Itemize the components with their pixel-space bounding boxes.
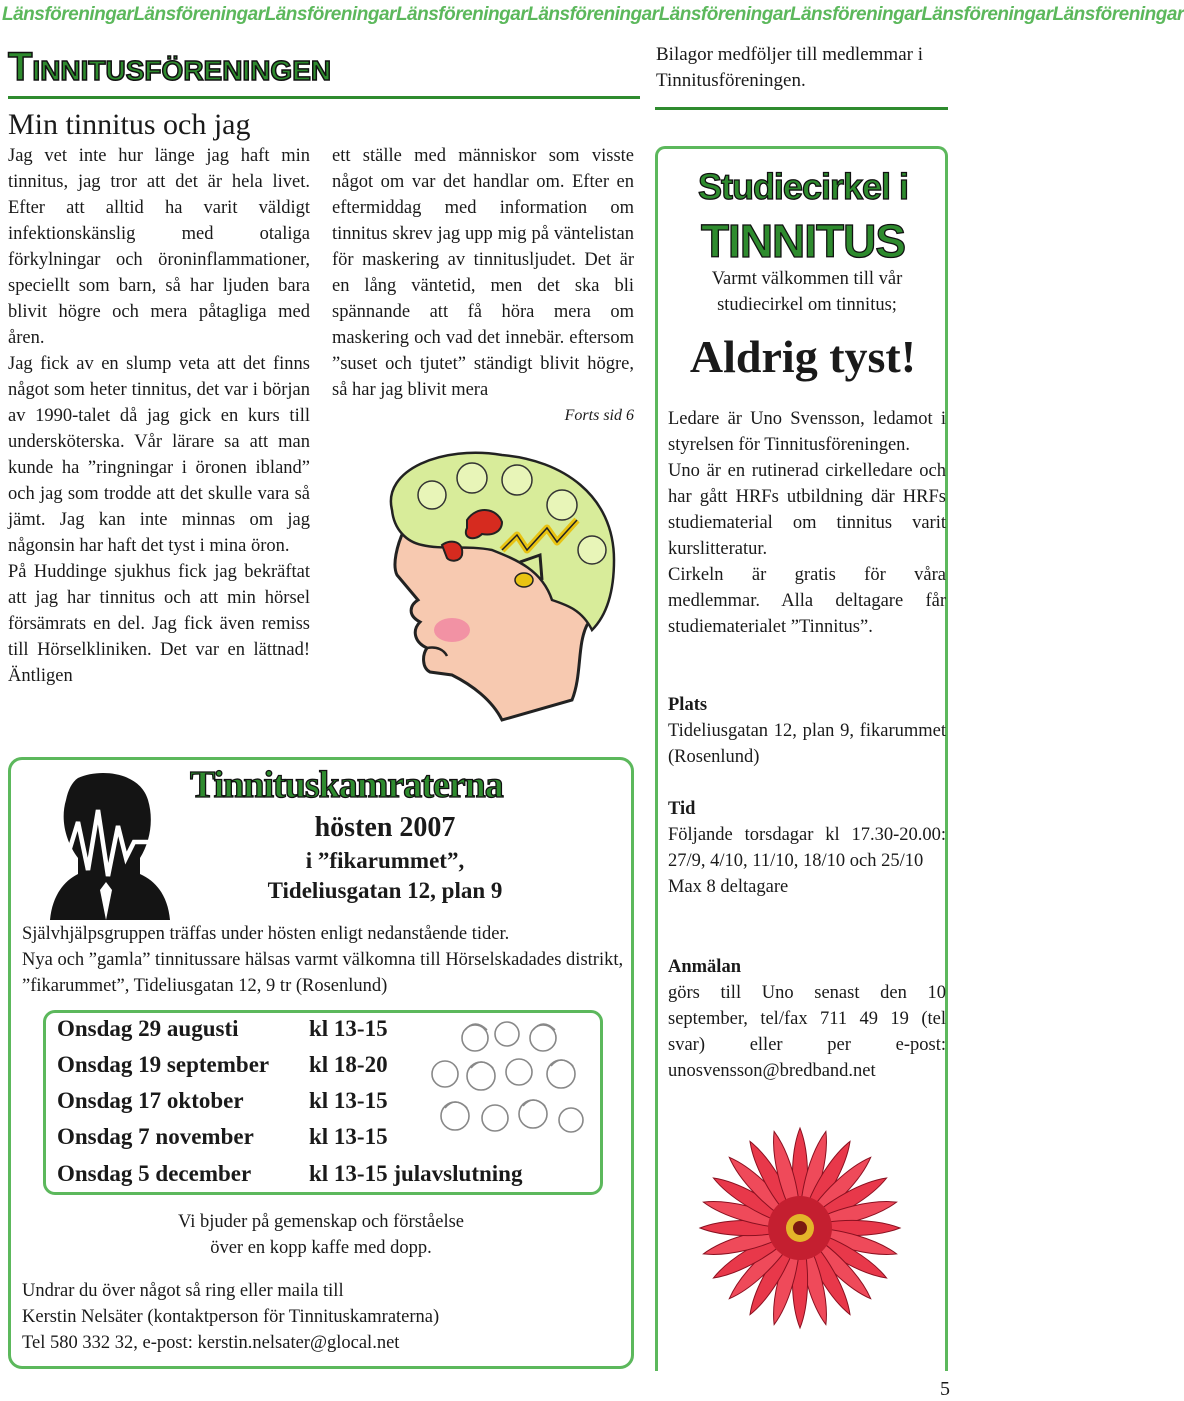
offer-text: Vi bjuder på gemenskap och förståelse xyxy=(177,1212,465,1232)
schedule-row xyxy=(57,1086,388,1116)
study-description xyxy=(668,406,946,640)
study-circle-title-topic: TINNITUS xyxy=(700,215,906,267)
contact-text: Undrar du över något så ring eller maila till xyxy=(22,1281,344,1301)
schedule-date: Onsdag 17 oktober xyxy=(57,1088,244,1113)
contact-text: Kerstin Nelsäter (kontaktperson för Tinnituskamraterna) xyxy=(22,1307,440,1327)
article-paragraph: ett ställe med människor som visste något om var det handlar om. Efter en eftermiddag med information om tinnitus skrev jag upp mig på väntelistan för maskering av tinnitusljudet. Det är en lång väntetid, men det ska bli spännande att få höra mera om maskering och vad det innebär. eftersom ”suset och tjutet” ständigt blivit högre, så har jag blivit mera xyxy=(332,146,634,400)
masthead: Tinnitusföreningen xyxy=(8,45,332,89)
faces-illustration xyxy=(425,1016,590,1146)
banner-item: Länsföreningar xyxy=(133,4,265,25)
leader-text: Cirkeln är gratis för våra medlemmar. Alla deltagare får studiematerialet ”Tinnitus”. xyxy=(668,565,946,637)
flower-illustration xyxy=(690,1118,910,1368)
tinnitus-head-illustration xyxy=(352,450,622,730)
schedule-row xyxy=(57,1122,388,1152)
banner-item: Länsföreningar xyxy=(658,4,790,25)
schedule-date: Onsdag 5 december xyxy=(57,1161,252,1186)
banner-item: Länsföreningar xyxy=(395,4,528,25)
schedule-time: kl 13-15 xyxy=(309,1088,388,1113)
kamraterna-title: Tinnituskamraterna xyxy=(190,764,503,806)
plats-text: Tideliusgatan 12, plan 9, fikarummet (Rosenlund) xyxy=(668,721,946,767)
tid-label: Tid xyxy=(668,799,696,819)
kamraterna-intro xyxy=(22,921,626,999)
study-welcome: Varmt välkommen till vår studiecirkel om tinnitus; xyxy=(711,269,903,315)
anmalan-text: görs till Uno senast den 10 september, tel/fax 711 49 19 (tel svar) eller per e-post: unosvensson@bredband.net xyxy=(668,983,946,1081)
article-column-2 xyxy=(332,143,634,429)
banner-item: Länsföreningar xyxy=(264,4,396,25)
article-title: Min tinnitus och jag xyxy=(8,108,251,141)
banner-item: Länsföreningar xyxy=(2,4,134,25)
banner-item: Länsföreningar xyxy=(527,4,659,25)
anmalan-section xyxy=(668,954,946,1084)
article-column-1 xyxy=(8,143,310,689)
head-silhouette-icon xyxy=(40,770,172,920)
banner xyxy=(0,0,1184,30)
schedule-date: Onsdag 29 augusti xyxy=(57,1016,239,1041)
plats-section xyxy=(668,692,946,770)
plats-label: Plats xyxy=(668,695,708,715)
schedule-time: kl 18-20 xyxy=(309,1052,388,1077)
banner-item: Länsföreningar xyxy=(921,4,1053,25)
leader-text: Ledare är Uno Svensson, ledamot i styrelsen för Tinnitusföreningen. xyxy=(668,409,946,455)
kamraterna-location-room: i ”fikarummet”, xyxy=(305,848,465,873)
schedule-row xyxy=(57,1159,522,1189)
divider xyxy=(8,96,640,99)
contact-text: Tel 580 332 32, e-post: kerstin.nelsater@glocal.net xyxy=(22,1333,400,1353)
kamraterna-offer xyxy=(8,1209,634,1261)
banner-item: Länsföreningar xyxy=(1052,4,1184,25)
continued-note: Forts sid 6 xyxy=(564,407,634,424)
schedule-date: Onsdag 19 september xyxy=(57,1052,270,1077)
schedule-row xyxy=(57,1050,388,1080)
kamraterna-intro-text: Självhjälpsgruppen träffas under hösten enligt nedanstående tider. xyxy=(22,924,510,944)
anmalan-label: Anmälan xyxy=(668,957,741,977)
study-circle-title: Studiecirkel i xyxy=(697,166,909,207)
offer-text: över en kopp kaffe med dopp. xyxy=(210,1238,432,1258)
kamraterna-address: Tideliusgatan 12, plan 9 xyxy=(267,878,503,903)
kamraterna-contact xyxy=(22,1278,626,1356)
kamraterna-season: hösten 2007 xyxy=(314,812,456,843)
supplement-note: Bilagor medföljer till medlemmar i Tinnitusföreningen. xyxy=(656,44,923,91)
schedule-time: kl 13-15 xyxy=(309,1124,388,1149)
tid-text: Följande torsdagar kl 17.30-20.00: 27/9, 4/10, 11/10, 18/10 och 25/10 xyxy=(668,825,946,871)
article-paragraph: Jag fick av en slump veta att det finns något som heter tinnitus, det var i början av 1990-talet då jag gick en kurs till undersköterska. Vår lärare sa att man kunde ha ”ringningar i öronen ibland” och jag som trodde att det skulle vara så jämt. Jag kan inte minnas om jag någonsin har haft det tyst i mina öron. xyxy=(8,354,310,556)
article-paragraph: På Huddinge sjukhus fick jag bekräftat att jag har tinnitus och att min hörsel försämrats en del. Jag fick även remiss till Hörselkliniken. Det var en lättnad! Äntligen xyxy=(8,562,310,686)
schedule-row xyxy=(57,1014,388,1044)
leader-text: Uno är en rutinerad cirkelledare och har gått HRFs utbildning där HRFs studiematerial om tinnitus varit kurslitteratur. xyxy=(668,461,946,559)
page-number: 5 xyxy=(940,1378,950,1400)
article-paragraph: Jag vet inte hur länge jag haft min tinnitus, jag tror att det är hela livet. Efter att alltid ha varit väldigt infektionskänslig med otaliga förkylningar och öroninflammationer, speciellt som barn, så har ljuden bara blivit högre och mera påtagliga med åren. xyxy=(8,146,310,348)
divider xyxy=(655,107,948,110)
tid-section xyxy=(668,796,946,900)
schedule-date: Onsdag 7 november xyxy=(57,1124,254,1149)
banner-item: Länsföreningar xyxy=(789,4,922,25)
kamraterna-intro-text: Nya och ”gamla” tinnitussare hälsas varmt välkomna till Hörselskadades distrikt, ”fikarummet”, Tideliusgatan 12, 9 tr (Rosenlund) xyxy=(22,950,624,996)
max-participants: Max 8 deltagare xyxy=(668,877,789,897)
schedule-time: kl 13-15 xyxy=(309,1016,388,1041)
aldrig-tyst-headline: Aldrig tyst! xyxy=(689,331,917,382)
schedule-time: kl 13-15 julavslutning xyxy=(309,1161,523,1186)
